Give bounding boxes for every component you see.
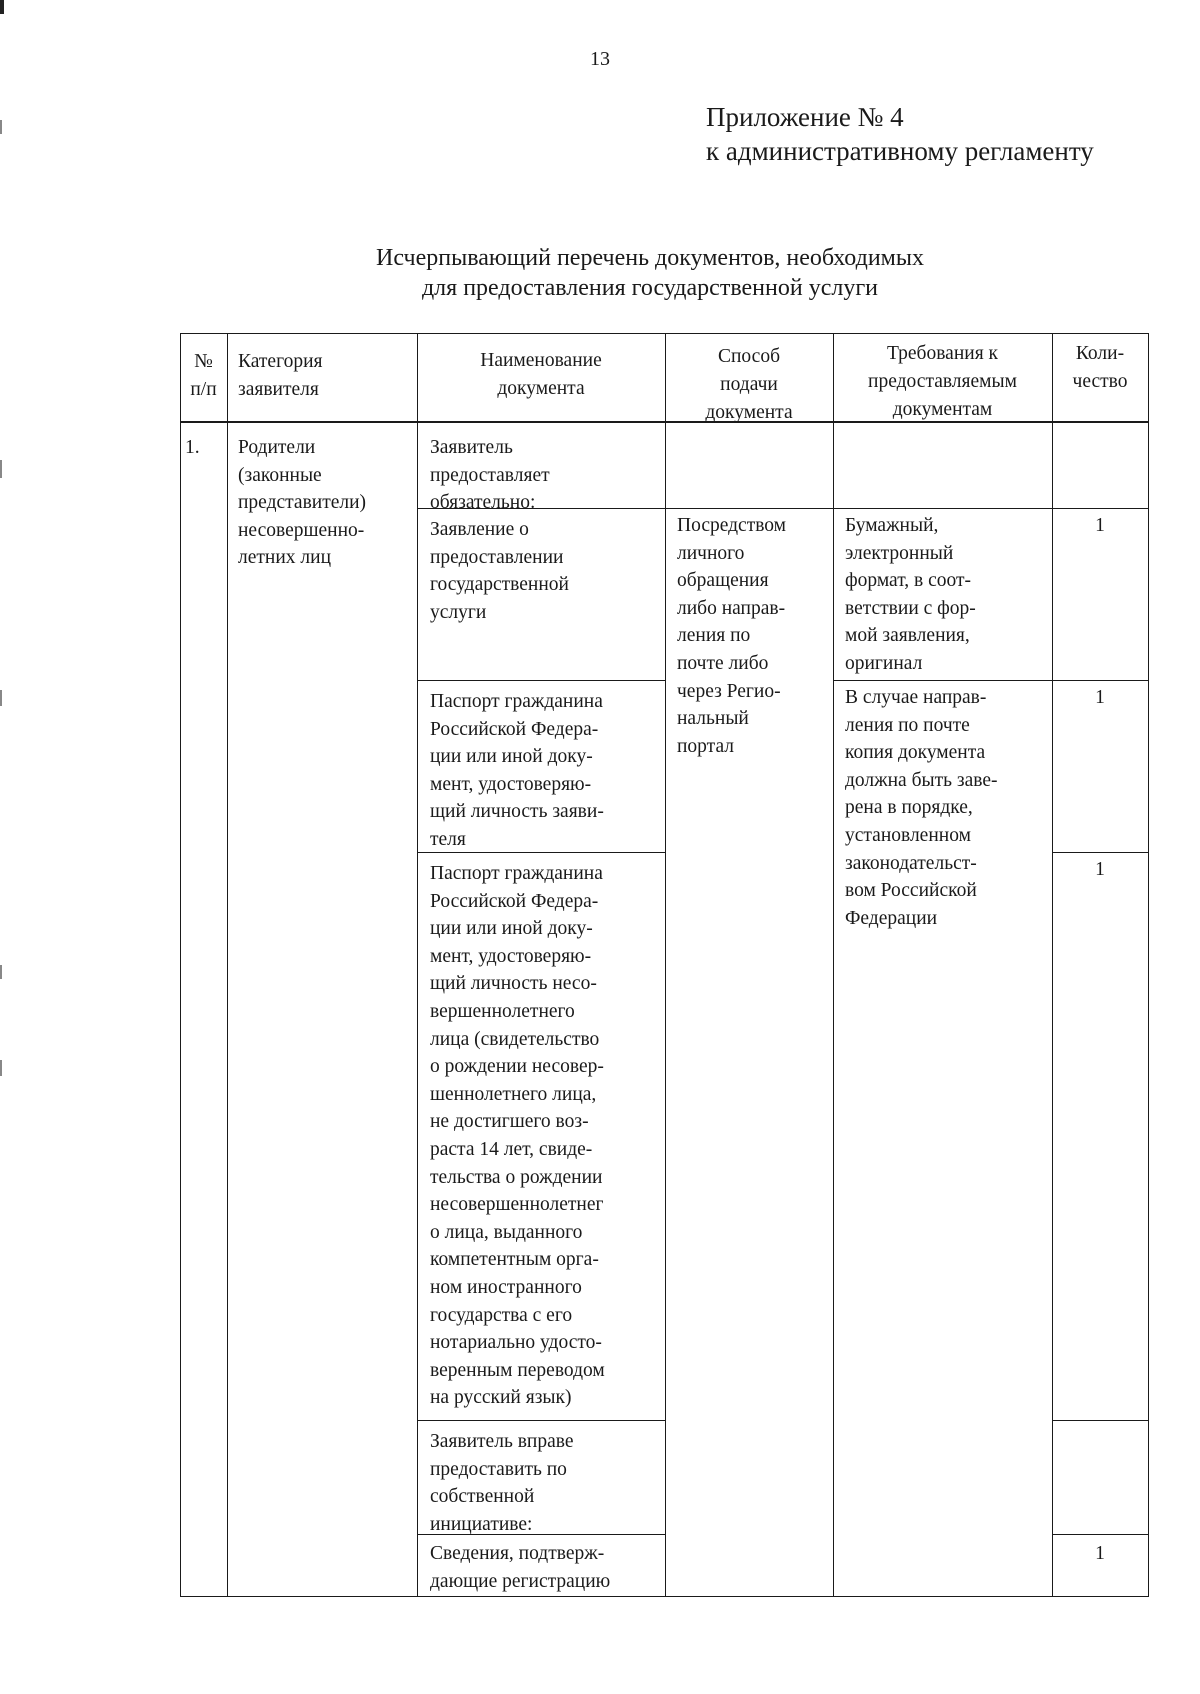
header-number (180, 348, 227, 404)
document-name-line: Паспорт гражданина (430, 863, 603, 884)
table-rule (1148, 333, 1149, 1597)
requirement (845, 512, 976, 678)
submission-method-line: обращения (677, 570, 769, 592)
requirement (845, 684, 998, 932)
document-name-line: предоставить по (430, 1458, 567, 1480)
document-name (430, 860, 605, 1412)
document-name (430, 1540, 610, 1595)
header-requirements-line: Требования к (886, 343, 999, 364)
document-name-line: щий личность несо- (430, 973, 597, 995)
table-rule (417, 1420, 665, 1421)
document-name-line: Заявление о (430, 519, 529, 540)
document-name (430, 1428, 574, 1538)
header-method-line: Способ (717, 346, 780, 367)
document-name-line: Российской Федера- (430, 718, 599, 740)
header-document (417, 347, 665, 403)
document-name-line: услуги (430, 601, 487, 623)
header-category (238, 348, 323, 404)
header-method (665, 343, 833, 427)
submission-method-line: либо направ- (677, 597, 786, 619)
header-number-line: п/п (190, 379, 217, 400)
scan-edge-mark (0, 1060, 2, 1076)
document-name-line: дающие регистрацию (430, 1570, 611, 1592)
requirement-line: вом Российской (845, 880, 977, 902)
document-name-line: мент, удостоверяю- (430, 773, 592, 795)
document-name-line: ции или иной доку- (430, 746, 593, 768)
document-name-line: о лица, выданного (430, 1221, 583, 1243)
document-name-line: Паспорт гражданина (430, 691, 603, 712)
document-quantity: 1 (1095, 515, 1105, 536)
requirement-line: ветствии с фор- (845, 597, 976, 619)
table-rule (227, 333, 228, 1597)
requirement-line: ления по почте (845, 714, 970, 736)
document-name-line: государства с его (430, 1304, 573, 1326)
submission-method-line: почте либо (677, 652, 769, 674)
appendix-line: Приложение № 4 (706, 102, 904, 132)
header-requirements (833, 340, 1052, 424)
applicant-category-line: несовершенно- (238, 519, 365, 541)
header-number-line: № (194, 351, 213, 372)
scan-edge-mark (0, 120, 2, 134)
requirement-line: электронный (845, 542, 954, 564)
table-rule (1052, 1534, 1148, 1535)
requirement-line: должна быть заве- (845, 769, 998, 791)
table-rule (665, 333, 666, 1597)
document-name-line: мент, удостоверяю- (430, 945, 592, 967)
table-rule (417, 680, 665, 681)
document-name-line: шеннолетнего лица, (430, 1083, 597, 1105)
document-name-line: ции или иной доку- (430, 918, 593, 940)
header-document-line: Наименование (480, 350, 602, 371)
document-name-line: Заявитель вправе (430, 1431, 574, 1452)
document-name-line: предоставляет (430, 464, 550, 486)
applicant-category-line: (законные (238, 464, 322, 486)
header-method-line: документа (705, 402, 793, 423)
requirement-line: Федерации (845, 907, 938, 929)
document-quantity: 1 (1095, 859, 1105, 880)
document-name-line: щий личность заяви- (430, 801, 604, 823)
header-requirements-line: документам (892, 399, 993, 420)
document-name-line: ном иностранного (430, 1276, 582, 1298)
document-name-line: нотариально удосто- (430, 1332, 602, 1354)
document-quantity: 1 (1095, 1543, 1105, 1564)
header-document-line: документа (497, 378, 585, 399)
document-name-line: государственной (430, 574, 569, 596)
submission-method (677, 512, 786, 760)
document-name-line: Сведения, подтверж- (430, 1543, 605, 1564)
requirement-line: законодательст- (845, 852, 977, 874)
header-category-line: Категория (238, 351, 323, 372)
document-name (430, 516, 569, 626)
submission-method-line: портал (677, 735, 734, 757)
document-name-line: собственной (430, 1486, 535, 1508)
document-name-line: лица (свидетельство (430, 1028, 600, 1050)
scan-edge-mark (0, 0, 4, 14)
document-name (430, 434, 550, 517)
appendix-reference (706, 100, 1094, 168)
table-rule (1052, 852, 1148, 853)
applicant-category (238, 434, 366, 572)
page-number: 13 (590, 48, 610, 70)
document-quantity: 1 (1095, 687, 1105, 708)
requirement-line: мой заявления, (845, 625, 970, 647)
document-name-line: не достигшего воз- (430, 1111, 589, 1133)
requirement-line: оригинал (845, 652, 923, 674)
document-name-line: Российской Федера- (430, 890, 599, 912)
document-name-line: веренным переводом (430, 1359, 605, 1381)
document-name-line: тельства о рождении (430, 1166, 603, 1188)
header-quantity (1052, 340, 1148, 396)
requirement-line: копия документа (845, 742, 986, 764)
scan-edge-mark (0, 965, 2, 979)
requirement-line: формат, в соот- (845, 570, 971, 592)
document-name-line: инициативе: (430, 1513, 533, 1535)
document-name-line: обязательно: (430, 492, 536, 514)
table-rule (180, 333, 181, 1597)
submission-method-line: нальный (677, 708, 749, 730)
header-quantity-line: чество (1072, 371, 1128, 392)
submission-method-line: через Регио- (677, 680, 781, 702)
header-requirements-line: предоставляемым (868, 371, 1017, 392)
document-name-line: на русский язык) (430, 1387, 572, 1409)
document-name-line: раста 14 лет, свиде- (430, 1138, 593, 1160)
document-name-line: теля (430, 828, 466, 850)
document-name-line: Заявитель (430, 437, 513, 458)
applicant-category-line: Родители (238, 437, 316, 458)
header-quantity-line: Коли- (1075, 343, 1125, 364)
applicant-category-line: летних лиц (238, 547, 332, 569)
document-name-line: вершеннолетнего (430, 1000, 575, 1022)
document-title (0, 243, 1200, 303)
document-name-line: предоставлении (430, 546, 564, 568)
requirement-line: установленном (845, 824, 971, 846)
requirement-line: В случае направ- (845, 687, 987, 708)
scan-edge-mark (0, 460, 2, 478)
title-line: Исчерпывающий перечень документов, необходимых (376, 245, 924, 271)
submission-method-line: Посредством (677, 515, 787, 536)
submission-method-line: личного (677, 542, 745, 564)
document-name (430, 688, 604, 854)
row-number: 1. (185, 437, 200, 458)
table-rule (417, 333, 418, 1597)
header-category-line: заявителя (238, 379, 319, 400)
document-name-line: несовершеннолетнег (430, 1194, 604, 1216)
applicant-category-line: представители) (238, 492, 367, 514)
header-method-line: подачи (720, 374, 778, 395)
table-rule (833, 333, 834, 1597)
table-rule (833, 680, 1148, 681)
table-rule (1052, 1420, 1148, 1421)
scan-edge-mark (0, 690, 2, 706)
title-line: для предоставления государственной услуги (421, 275, 879, 301)
appendix-line: к административному регламенту (706, 136, 1094, 166)
submission-method-line: ления по (677, 625, 751, 647)
document-name-line: о рождении несовер- (430, 1056, 604, 1078)
requirement-line: рена в порядке, (845, 797, 973, 819)
requirement-line: Бумажный, (845, 515, 939, 536)
document-name-line: компетентным орга- (430, 1249, 599, 1271)
